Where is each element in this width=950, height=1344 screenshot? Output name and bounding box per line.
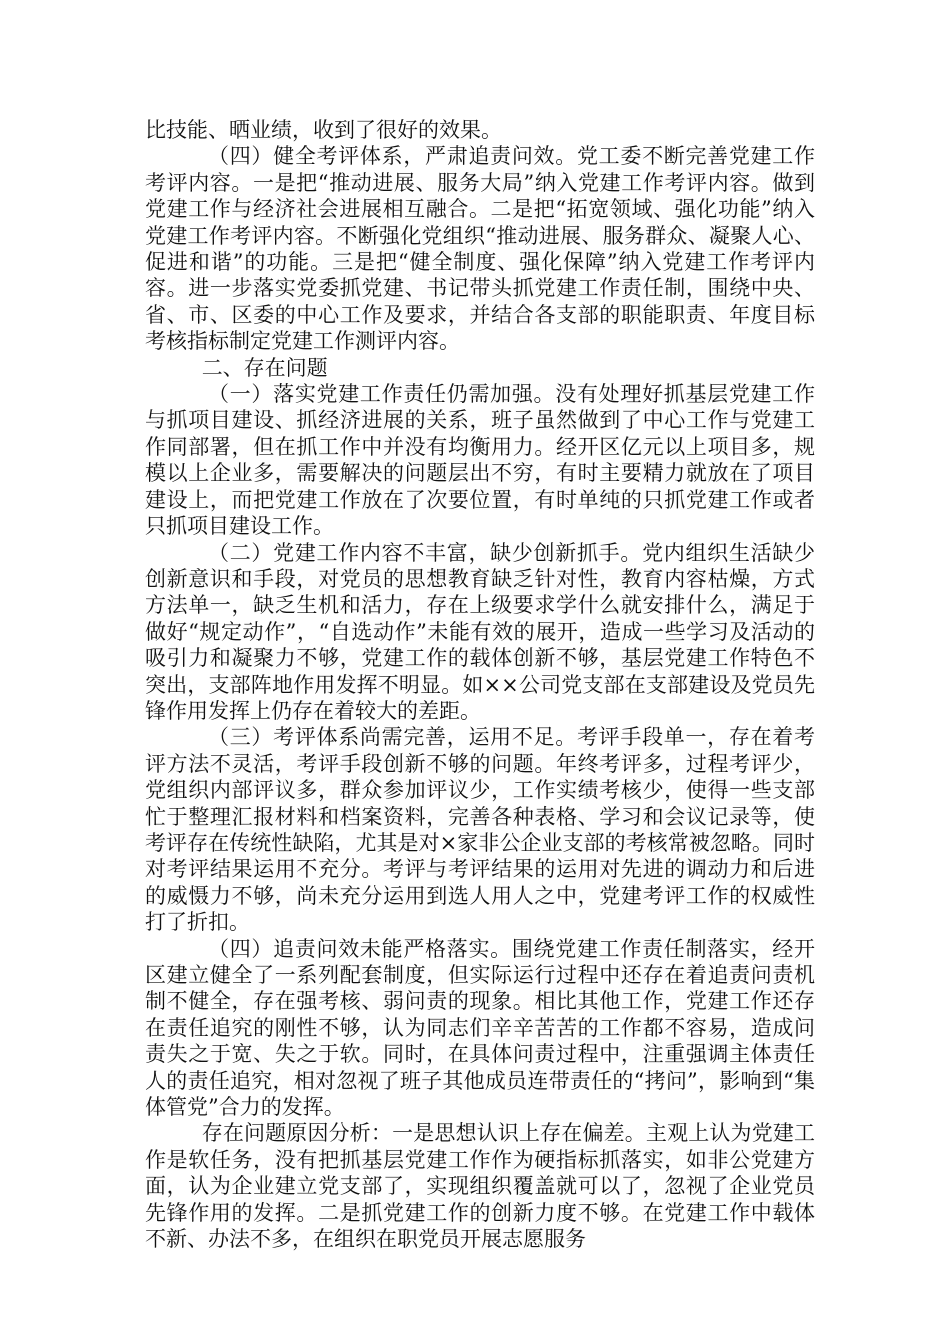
paragraph-problem-4: （四）追责问效未能严格落实。围绕党建工作责任制落实，经开区建立健全了一系列配套制度，但实际运行过程中还存在着追责问责机制不健全，存在强考核、弱问责的现象。相比其他工作，党建工作还存在责任追究的刚性不够，认为同志们辛辛苦苦的工作都不容易，造成问责失之于宽、失之于软。同时，在具体问责过程中，注重强调主体责任人的责任追究，相对忽视了班子其他成员连带责任的“拷问”，影响到“集体管党”合力的发挥。: [145, 936, 815, 1120]
paragraph-problem-3: （三）考评体系尚需完善，运用不足。考评手段单一，存在着考评方法不灵活，考评手段创新不够的问题。年终考评多，过程考评少，党组织内部评议多，群众参加评议少，工作实绩考核少，使得一些支部忙于整理汇报材料和档案资料，完善各种表格、学习和会议记录等，使考评存在传统性缺陷，尤其是对×家非公企业支部的考核常被忽略。同时对考评结果运用不充分。考评与考评结果的运用对先进的调动力和后进的威慑力不够，尚未充分运用到选人用人之中，党建考评工作的权威性打了折扣。: [145, 725, 815, 935]
section-heading-problems: 二、存在问题: [201, 355, 328, 380]
paragraph-continuation: 比技能、晒业绩，收到了很好的效果。: [145, 118, 502, 142]
paragraph-problem-2: （二）党建工作内容不丰富，缺少创新抓手。党内组织生活缺少创新意识和手段，对党员的思想教育缺乏针对性，教育内容枯燥，方式方法单一，缺乏生机和活力，存在上级要求学什么就安排什么，满足于做好“规定动作”，“自选动作”未能有效的展开，造成一些学习及活动的吸引力和凝聚力不够，党建工作的载体创新不够，基层党建工作特色不突出，支部阵地作用发挥不明显。如××公司党支部在支部建设及党员先锋作用发挥上仍存在着较大的差距。: [145, 540, 815, 723]
paragraph-problem-1: （一）落实党建工作责任仍需加强。没有处理好抓基层党建工作与抓项目建设、抓经济进展的关系，班子虽然做到了中心工作与党建工作同部署，但在抓工作中并没有均衡用力。经开区亿元以上项目多，规模以上企业多，需要解决的问题层出不穷，有时主要精力就放在了项目建设上，而把党建工作放在了次要位置，有时单纯的只抓党建工作或者只抓项目建设工作。: [145, 382, 815, 539]
document-page: [145, 117, 815, 1252]
paragraph-cause-analysis: 存在问题原因分析：一是思想认识上存在偏差。主观上认为党建工作是软任务，没有把抓基层党建工作作为硬指标抓落实，如非公党建方面，认为企业建立党支部了，实现组织覆盖就可以了，忽视了企业党员先锋作用的发挥。二是抓党建工作的创新力度不够。在党建工作中载体不新、办法不多，在组织在职党员开展志愿服务: [145, 1121, 815, 1252]
paragraph-section-4: （四）健全考评体系，严肃追责问效。党工委不断完善党建工作考评内容。一是把“推动进展、服务大局”纳入党建工作考评内容。做到党建工作与经济社会进展相互融合。二是把“拓宽领域、强化功能”纳入党建工作考评内容。不断强化党组织“推动进展、服务群众、凝聚人心、促进和谐”的功能。三是把“健全制度、强化保障”纳入党建工作考评内容。进一步落实党委抓党建、书记带头抓党建工作责任制，围绕中央、省、市、区委的中心工作及要求，并结合各支部的职能职责、年度目标考核指标制定党建工作测评内容。: [145, 144, 815, 354]
